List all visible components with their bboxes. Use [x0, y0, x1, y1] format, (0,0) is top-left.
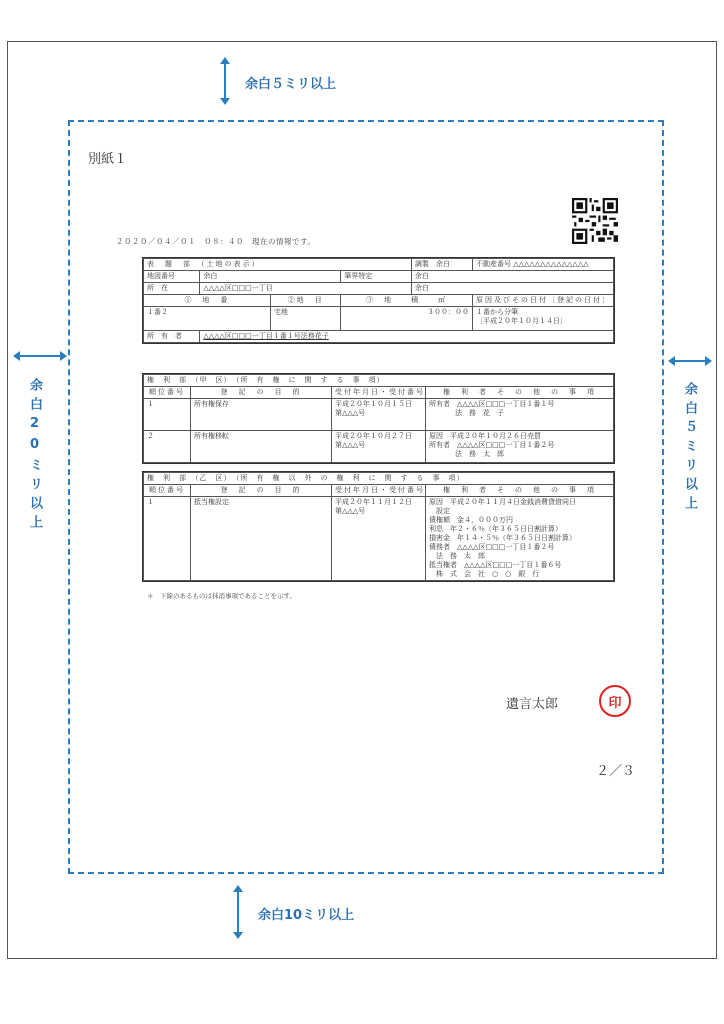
row-detail: 損害金 年１４・５％（年３６５日日割計算）: [429, 534, 576, 542]
left-margin-label: 余白20ミリ以上: [27, 378, 42, 534]
top-margin-arrow-icon: [218, 56, 232, 106]
row-purpose: 所有権保存: [191, 399, 332, 431]
seal-stamp: 印: [599, 685, 631, 717]
row-detail: 所有者 △△△△区□□□一丁目１番１号: [429, 400, 555, 408]
table-row: [144, 497, 614, 581]
otsu-header-detail: 権 利 者 そ の 他 の 事 項: [426, 485, 614, 497]
owner-value: △△△△区□□□一丁目１番１号法務花子: [200, 331, 614, 343]
row-num: ２: [144, 431, 191, 463]
top-margin-label: 余白５ミリ以上: [245, 77, 337, 92]
hikkai-value: 余白: [411, 271, 613, 283]
chousei-label: 調製: [414, 260, 429, 268]
row-chiseki: ３００：００: [341, 307, 473, 331]
row-num: １: [144, 399, 191, 431]
row-receipt: 第△△△号: [335, 441, 366, 449]
row-date: 平成２０年１１月１２日: [335, 498, 412, 506]
row-detail: 債務者 △△△△区□□□一丁目１番２号: [429, 543, 555, 551]
kou-header-purpose: 登 記 の 目 的: [191, 387, 332, 399]
row-detail: 法 務 太 郎: [429, 552, 485, 560]
col-chiseki: ③ 地 積 ㎡: [341, 295, 473, 307]
row-detail: 原因 平成２０年１０月２６日売買: [429, 432, 541, 440]
otsu-table: [142, 471, 615, 582]
row-detail: 法 務 花 子: [455, 409, 504, 417]
bottom-margin-label: 余白10ミリ以上: [258, 908, 355, 923]
kou-header-num: 順位番号: [144, 387, 191, 399]
row-detail: 利息 年２・６％（年３６５日日割計算）: [429, 525, 562, 533]
row-genin-2: 〔平成２０年１０月１４日〕: [475, 317, 567, 325]
qr-code-icon: [572, 198, 618, 244]
bottom-margin-arrow-icon: [231, 884, 245, 940]
row-chimoku: 宅地: [270, 307, 341, 331]
hyoudai-table: [142, 257, 615, 344]
chizu-label: 地図番号: [144, 271, 200, 283]
page-number: ２／３: [596, 764, 636, 779]
otsu-header-num: 順位番号: [144, 485, 191, 497]
row-purpose: 抵当権設定: [191, 497, 332, 581]
table-row: [144, 399, 614, 431]
hyoudai-title: 表 題 部 （土地の表示）: [144, 259, 412, 271]
otsu-title: 権 利 部 （乙 区） （所 有 権 以 外 の 権 利 に 関 す る 事 項）: [144, 473, 614, 485]
col-chimoku: ②地 目: [270, 295, 341, 307]
row-receipt: 第△△△号: [335, 507, 366, 515]
row-detail: 抵当権者 △△△△区□□□一丁目１番６号: [429, 561, 562, 569]
row-detail: 所有者 △△△△区□□□一丁目１番２号: [429, 441, 555, 449]
shozai-right: 余白: [411, 283, 613, 295]
fudousan-value: △△△△△△△△△△△△△△: [513, 260, 589, 268]
row-chiban: １番２: [144, 307, 271, 331]
right-margin-label: 余白５ミリ以上: [682, 382, 697, 515]
row-receipt: 第△△△号: [335, 409, 366, 417]
kou-table: [142, 373, 615, 464]
kou-title: 権 利 部 （甲 区） （所 有 権 に 関 す る 事 項）: [144, 375, 614, 387]
otsu-header-purpose: 登 記 の 目 的: [191, 485, 332, 497]
kou-header-detail: 権 利 者 そ の 他 の 事 項: [426, 387, 614, 399]
right-margin-arrow-icon: [667, 354, 713, 368]
footnote: ＊ 下線のあるものは抹消事項であることを示す。: [147, 592, 296, 600]
left-margin-arrow-icon: [12, 349, 68, 363]
row-num: １: [144, 497, 191, 581]
otsu-header-date: 受付年月日・受付番号: [332, 485, 426, 497]
row-detail: 法 務 太 郎: [455, 450, 504, 458]
table-row: [144, 431, 614, 463]
row-detail: 株 式 会 社 ○ ○ 銀 行: [429, 570, 540, 578]
kou-header-date: 受付年月日・受付番号: [332, 387, 426, 399]
col-chiban: ① 地 番: [144, 295, 271, 307]
chousei-value: 余白: [435, 260, 450, 268]
row-detail: 設定: [429, 507, 450, 515]
owner-label: 所 有 者: [144, 331, 200, 343]
signer-name: 遺言太郎: [506, 697, 559, 712]
row-detail: 原因 平成２０年１１月４日金銭消費貸借同日: [429, 498, 576, 506]
timestamp-line: ２０２０／０４／０１ ０８：４０ 現在の情報です。: [116, 237, 316, 246]
shozai-label: 所 在: [144, 283, 200, 295]
hikkai-label: 筆界特定: [341, 271, 412, 283]
shozai-value: △△△△区□□□一丁目: [200, 283, 412, 295]
row-date: 平成２０年１０月２７日: [335, 432, 412, 440]
row-purpose: 所有権移転: [191, 431, 332, 463]
col-genin: 原因及びその日付〔登記の日付〕: [472, 295, 613, 307]
row-genin-1: １番から分筆: [475, 308, 518, 316]
row-detail: 債権額 金４，０００万円: [429, 516, 513, 524]
row-date: 平成２０年１０月１５日: [335, 400, 412, 408]
fudousan-label: 不動産番号: [475, 260, 511, 268]
attachment-label: 別紙１: [88, 152, 128, 167]
chizu-value: 余白: [200, 271, 341, 283]
